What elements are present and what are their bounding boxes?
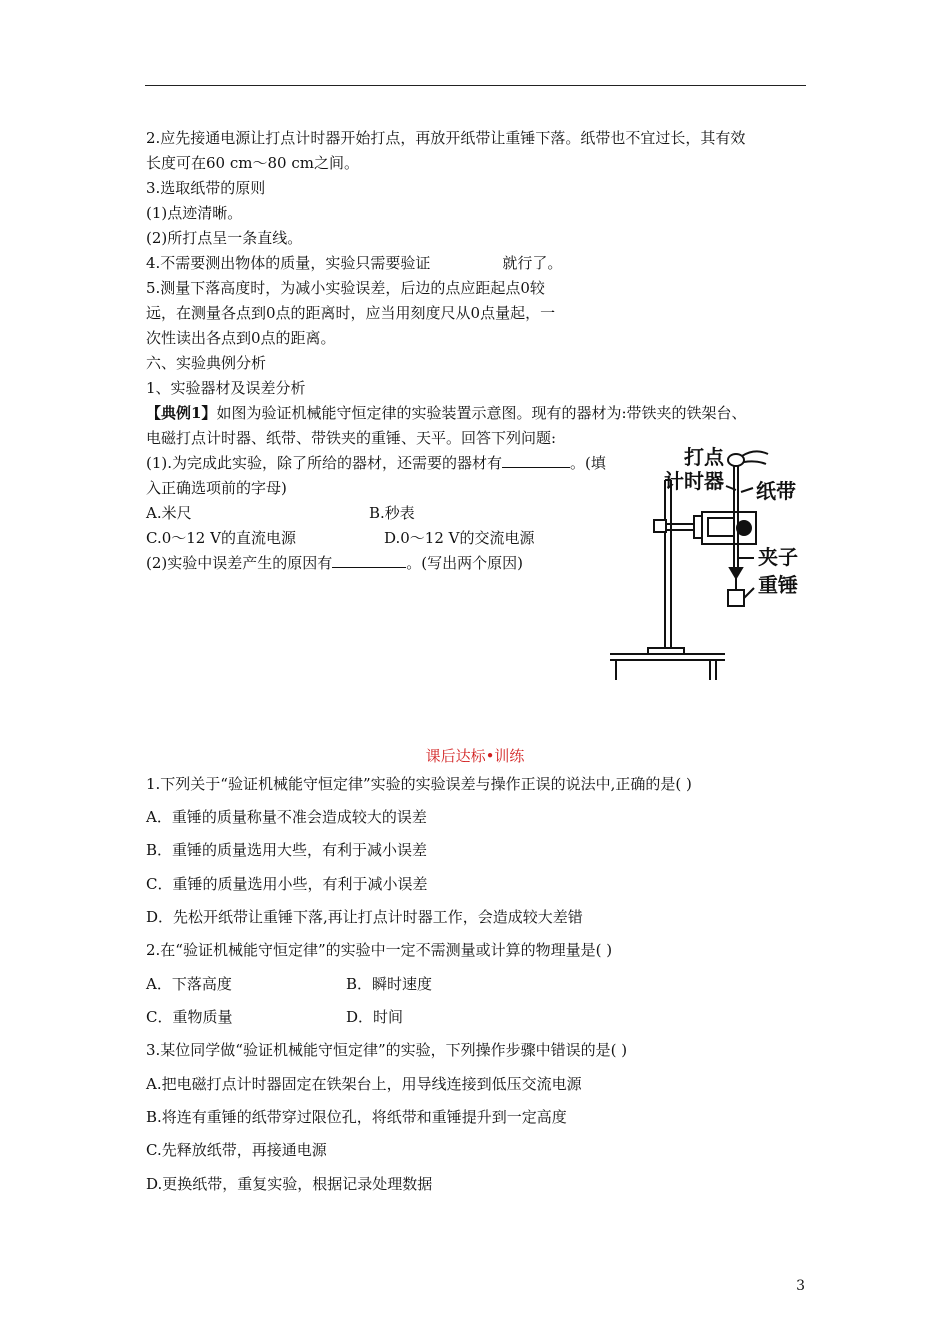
timer-coil bbox=[737, 521, 751, 535]
choice-B: B．重锤的质量选用大些，有利于减小误差 bbox=[146, 841, 428, 859]
para-line: (2)所打点呈一条直线。 bbox=[146, 229, 303, 247]
text-segment: 。(填 bbox=[570, 454, 606, 472]
clip bbox=[730, 568, 742, 578]
para-line: 5.测量下落高度时，为减小实验误差，后边的点应距起点0较 bbox=[146, 279, 545, 297]
label-tape: 纸带 bbox=[756, 479, 796, 503]
question-line bbox=[146, 452, 606, 474]
choice-B: B．瞬时速度 bbox=[346, 975, 433, 993]
choice-A: A.把电磁打点计时器固定在铁架台上，用导线连接到低压交流电源 bbox=[146, 1075, 582, 1093]
choice-D: D.更换纸带，重复实验，根据记录处理数据 bbox=[146, 1175, 433, 1193]
section-heading: 六、实验典例分析 bbox=[146, 354, 267, 372]
option-C: C.0～12 V的直流电源 bbox=[146, 529, 296, 547]
para-line: 2.应先接通电源让打点计时器开始打点，再放开纸带让重锤下落。纸带也不宜过长，其有效 bbox=[146, 129, 746, 147]
example-line bbox=[146, 402, 747, 424]
choice-C: C．重锤的质量选用小些，有利于减小误差 bbox=[146, 875, 428, 893]
para-line: 长度可在60 cm～80 cm之间。 bbox=[146, 154, 359, 172]
para-line bbox=[146, 252, 562, 274]
choice-A: A．下落高度 bbox=[146, 975, 232, 993]
example-line: 电磁打点计时器、纸带、带铁夹的重锤、天平。回答下列问题: bbox=[146, 429, 557, 447]
question-stem: 3.某位同学做“验证机械能守恒定律”的实验，下列操作步骤中错误的是( ) bbox=[146, 1041, 628, 1059]
label-timer: 打点 bbox=[684, 445, 724, 469]
answer-blank bbox=[502, 453, 570, 468]
weight bbox=[728, 590, 744, 606]
para-line: 次性读出各点到0点的距离。 bbox=[146, 329, 336, 347]
para-line: 3.选取纸带的原则 bbox=[146, 179, 266, 197]
apparatus-figure bbox=[610, 440, 840, 680]
label-timer: 计时器 bbox=[664, 469, 724, 493]
text-segment: (1).为完成此实验，除了所给的器材，还需要的器材有 bbox=[146, 454, 503, 472]
question-line bbox=[146, 552, 523, 574]
option-B: B.秒表 bbox=[369, 504, 415, 522]
choice-C: C.先释放纸带，再接通电源 bbox=[146, 1141, 327, 1159]
label-clip: 夹子 bbox=[758, 545, 798, 569]
question-line: 入正确选项前的字母) bbox=[146, 479, 287, 497]
clamp-knob bbox=[654, 520, 666, 532]
option-A: A.米尺 bbox=[146, 504, 192, 522]
text-segment: 4.不需要测出物体的质量，实验只需要验证 bbox=[146, 254, 431, 272]
example-tag: 【典例1】 bbox=[146, 404, 217, 422]
text-segment: 如图为验证机械能守恒定律的实验装置示意图。现有的器材为:带铁夹的铁架台、 bbox=[216, 404, 747, 422]
option-D: D.0～12 V的交流电源 bbox=[384, 529, 535, 547]
para-line: (1)点迹清晰。 bbox=[146, 204, 243, 222]
question-stem: 1.下列关于“验证机械能守恒定律”实验的实验误差与操作正误的说法中,正确的是( ) bbox=[146, 775, 692, 793]
label-weight: 重锤 bbox=[758, 573, 798, 597]
text-segment: (2)实验中误差产生的原因有 bbox=[146, 554, 333, 572]
choice-D: D．时间 bbox=[346, 1008, 404, 1026]
choice-B: B.将连有重锤的纸带穿过限位孔，将纸带和重锤提升到一定高度 bbox=[146, 1108, 567, 1126]
text-segment: 。(写出两个原因) bbox=[406, 554, 523, 572]
question-stem: 2.在“验证机械能守恒定律”的实验中一定不需测量或计算的物理量是( ) bbox=[146, 941, 613, 959]
page-number: 3 bbox=[796, 1278, 805, 1294]
para-line: 远，在测量各点到0点的距离时，应当用刻度尺从0点量起，一 bbox=[146, 304, 556, 322]
choice-A: A．重锤的质量称量不准会造成较大的误差 bbox=[146, 808, 427, 826]
choice-C: C．重物质量 bbox=[146, 1008, 233, 1026]
choice-D: D．先松开纸带让重锤下落,再让打点计时器工作，会造成较大差错 bbox=[146, 908, 583, 926]
text-segment: 就行了。 bbox=[502, 254, 563, 272]
subsection-heading: 1、实验器材及误差分析 bbox=[146, 379, 306, 397]
section-title: 课后达标•训练 bbox=[425, 747, 525, 765]
header-rule bbox=[145, 85, 806, 86]
answer-blank bbox=[332, 553, 406, 568]
